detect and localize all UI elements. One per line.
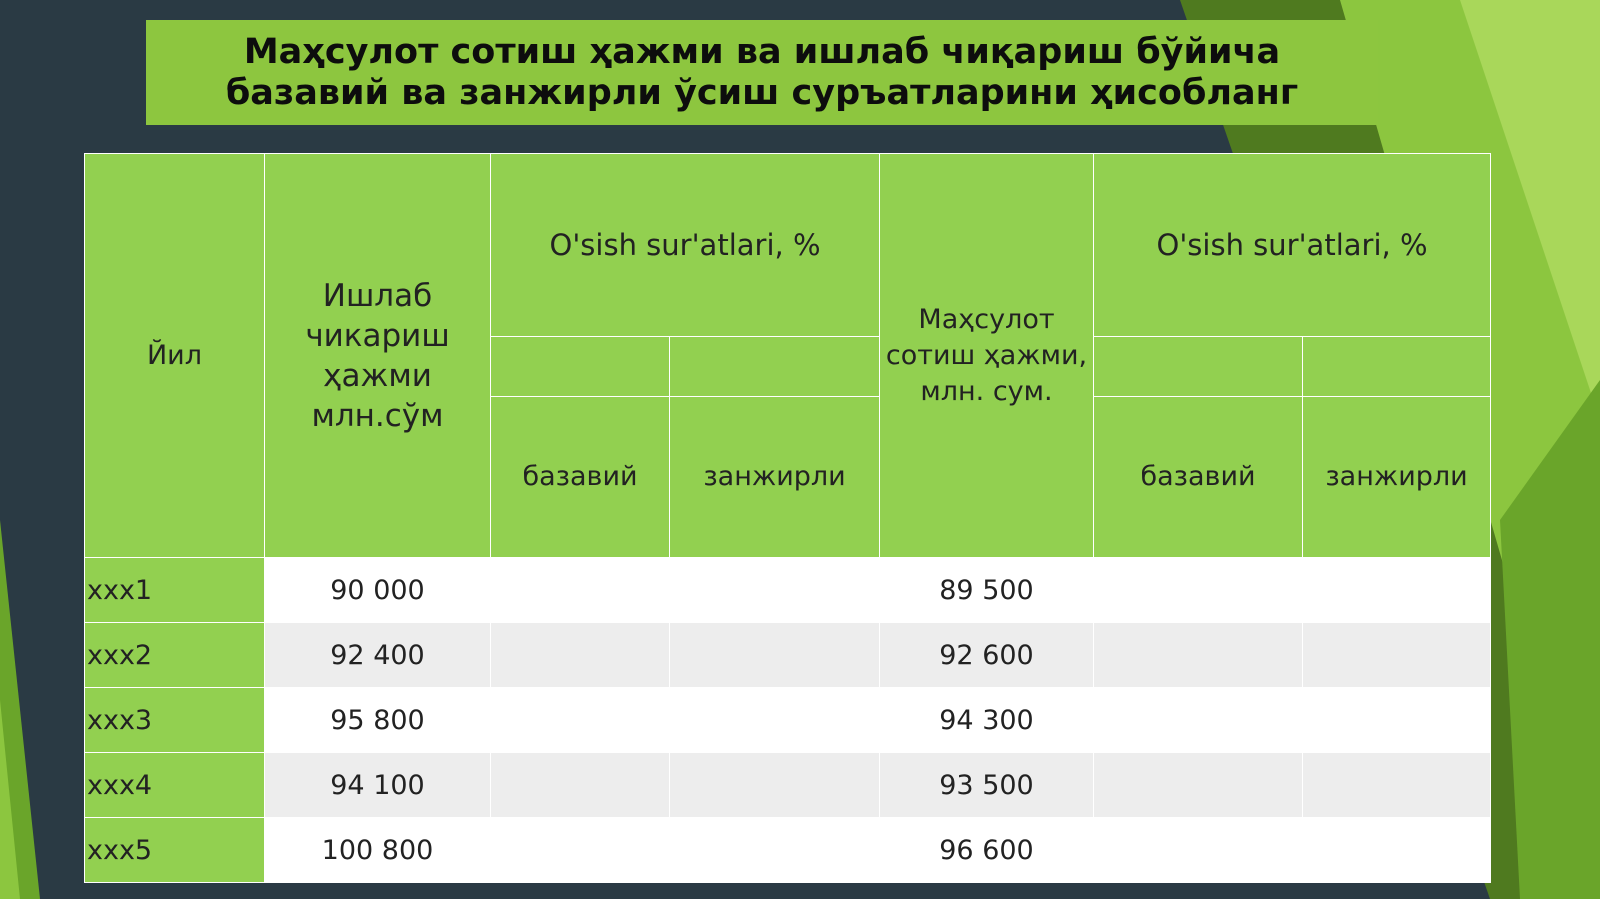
header-base-sales: базавий — [1094, 397, 1303, 558]
header-empty-cell — [670, 337, 880, 397]
chain-sales-cell — [1303, 688, 1491, 753]
chain-sales-cell — [1303, 623, 1491, 688]
header-growth-sales: O'sish sur'atlari, % — [1094, 154, 1491, 337]
sales-cell: 92 600 — [880, 623, 1094, 688]
table-row — [85, 558, 1491, 623]
base-production-cell — [491, 558, 670, 623]
production-cell: 90 000 — [265, 558, 491, 623]
header-chain-sales: занжирли — [1303, 397, 1491, 558]
header-chain-production: занжирли — [670, 397, 880, 558]
header-production-label: Ишлаб чикариш ҳажми млн.сўм — [305, 277, 450, 434]
production-cell: 100 800 — [265, 818, 491, 883]
production-cell: 95 800 — [265, 688, 491, 753]
header-production — [265, 154, 491, 558]
header-empty-cell — [1094, 337, 1303, 397]
base-production-cell — [491, 753, 670, 818]
chain-production-cell — [670, 688, 880, 753]
sales-cell: 96 600 — [880, 818, 1094, 883]
year-cell: xxx4 — [85, 753, 265, 818]
base-sales-cell — [1094, 623, 1303, 688]
year-cell: xxx5 — [85, 818, 265, 883]
base-production-cell — [491, 818, 670, 883]
base-production-cell — [491, 623, 670, 688]
table-row — [85, 688, 1491, 753]
year-cell: xxx3 — [85, 688, 265, 753]
header-empty-cell — [1303, 337, 1491, 397]
sales-cell: 94 300 — [880, 688, 1094, 753]
header-base-production: базавий — [491, 397, 670, 558]
header-sales — [880, 154, 1094, 558]
table-row — [85, 623, 1491, 688]
chain-sales-cell — [1303, 558, 1491, 623]
production-cell: 92 400 — [265, 623, 491, 688]
year-cell: xxx1 — [85, 558, 265, 623]
chain-sales-cell — [1303, 818, 1491, 883]
year-cell: xxx2 — [85, 623, 265, 688]
base-production-cell — [491, 688, 670, 753]
chain-production-cell — [670, 558, 880, 623]
production-cell: 94 100 — [265, 753, 491, 818]
slide-title — [146, 20, 1378, 125]
header-growth-production: O'sish sur'atlari, % — [491, 154, 880, 337]
header-sales-label: Маҳсулот сотиш ҳажми, млн. сум. — [885, 303, 1088, 407]
chain-production-cell — [670, 818, 880, 883]
chain-sales-cell — [1303, 753, 1491, 818]
table-row — [85, 753, 1491, 818]
sales-cell: 93 500 — [880, 753, 1094, 818]
header-year: Йил — [85, 154, 265, 558]
base-sales-cell — [1094, 818, 1303, 883]
header-empty-cell — [491, 337, 670, 397]
base-sales-cell — [1094, 558, 1303, 623]
table-row — [85, 818, 1491, 883]
base-sales-cell — [1094, 753, 1303, 818]
title-line-1: Маҳсулот сотиш ҳажми ва ишлаб чиқариш бўйича — [243, 31, 1281, 72]
title-line-2: базавий ва занжирли ўсиш суръатларини ҳисобланг — [225, 72, 1299, 113]
growth-rate-table — [84, 153, 1490, 885]
base-sales-cell — [1094, 688, 1303, 753]
sales-cell: 89 500 — [880, 558, 1094, 623]
chain-production-cell — [670, 753, 880, 818]
chain-production-cell — [670, 623, 880, 688]
